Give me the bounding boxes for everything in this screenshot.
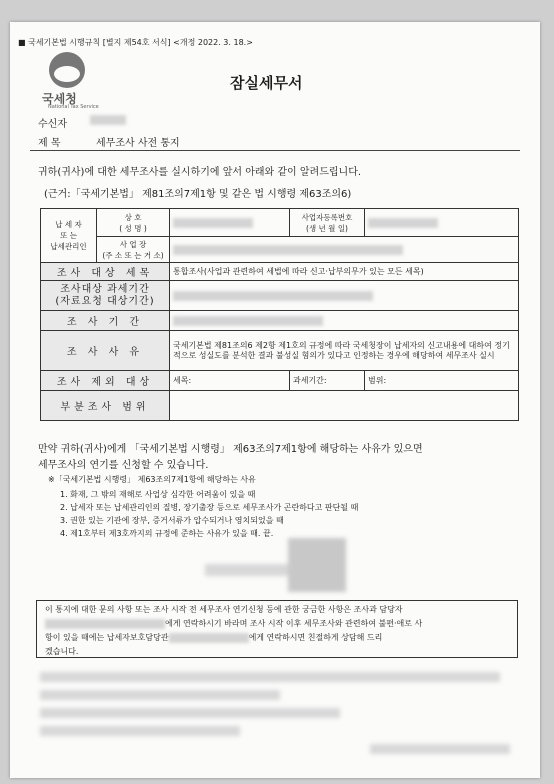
note-item: 1. 화재, 그 밖의 재해로 사업상 심각한 어려움이 있을 때 [60,490,256,499]
partial-value [170,391,519,421]
footer-redacted [40,708,340,718]
footer-redacted [40,672,500,682]
subject-label: 제 목 [38,138,61,149]
business-place-value [170,237,519,263]
exclusion-label: 조사 제외 대상 [41,371,170,391]
audit-table [40,208,519,421]
note-item: 2. 납세자 또는 납세관리인의 질병, 장기출장 등으로 세무조사가 곤란하다고 판단될 때 [60,503,359,512]
logo-subtext: National Tax Service [48,104,99,110]
official-seal-redacted [288,538,346,592]
reason-label: 조 사 사 유 [41,331,170,371]
note-item: 3. 권한 있는 기관에 장부, 증거서류가 압수되거나 영치되었을 때 [60,516,284,525]
basis-text: (근거:「국세기본법」 제81조의7제1항 및 같은 법 시행령 제63조의6) [44,189,352,200]
intro-text: 귀하(귀사)에 대한 세무조사를 실시하기에 앞서 아래와 같이 알려드립니다. [38,167,362,178]
reason-value: 국세기본법 제81조의6 제2항 제1호의 규정에 따라 국세청장이 납세자의 신고내용에 대하여 정기적으로 성실도를 분석한 결과 불성실 혐의가 있다고 인정하는 경우에 해당하여 세무조사 실시 [170,331,519,371]
partial-label: 부분조사 범위 [41,391,170,421]
divider [30,150,520,151]
reg-no-value [365,209,519,237]
logo-text: 국세청 [42,92,77,106]
exclusion-item: 세목: [170,371,290,391]
contact-box [36,600,518,658]
footer-redacted [40,726,240,736]
contact-line: 이 통지에 대한 문의 사항 또는 조사 시작 전 세무조사 연기신청 등에 관한 궁금한 사항은 조사과 담당자 [45,605,403,614]
period-label: 조사대상 과세기간 (자료요청 대상기간) [41,281,170,311]
contact-line: 항이 있을 때에는 납세자보호담당관 에게 연락하시면 친절하게 상담해 드리 [45,633,383,642]
nts-logo [40,52,99,110]
form-header: ■ 국세기본법 시행규칙 [별지 제54호 서식] <개정 2022. 3. 18.> [18,38,253,47]
business-place-label: 사 업 장 (주 소 또 는 거 소) [97,237,170,263]
reg-no-label: 사업자등록번호 (생 년 월 일) [290,209,365,237]
recipient-value [90,115,126,126]
audit-item-value: 통합조사(사업과 관련하여 세법에 따라 신고·납부의무가 있는 모든 세목) [170,263,519,281]
director-name-redacted [205,564,295,576]
period-value [170,281,519,311]
footer-redacted [40,690,280,700]
exclusion-range: 범위: [365,371,519,391]
recipient-label: 수신자 [38,119,67,130]
postpone-line-1: 만약 귀하(귀사)에게 「국세기본법 시행령」 제63조의7제1항에 해당하는 사유가 있으면 [38,444,423,455]
exclusion-period: 과세기간: [290,371,365,391]
audit-item-label: 조사 대상 세목 [41,263,170,281]
notes-title: ※「국세기본법 시행령」 제63조의7제1항에 해당하는 사유 [48,475,256,484]
note-item: 4. 제1호부터 제3호까지의 규정에 준하는 사유가 있을 때. 끝. [60,529,274,538]
contact-line: 에게 연락하시기 바라며 조사 시작 이후 세무조사와 관련하여 불편·애로 사 [45,617,509,631]
trade-name-value [170,209,290,237]
nts-emblem-icon [49,52,85,88]
subject-value: 세무조사 사전 통지 [96,138,180,149]
office-name: 잠실세무서 [230,74,303,92]
taxpayer-label: 납 세 자 또 는 납세관리인 [41,209,97,263]
duration-label: 조 사 기 간 [41,311,170,331]
contact-line: 겠습니다. [45,647,79,656]
footer-redacted [370,744,510,754]
postpone-line-2: 세무조사의 연기를 신청할 수 있습니다. [38,460,209,471]
duration-value [170,311,519,331]
trade-name-label: 상 호 ( 성 명 ) [97,209,170,237]
